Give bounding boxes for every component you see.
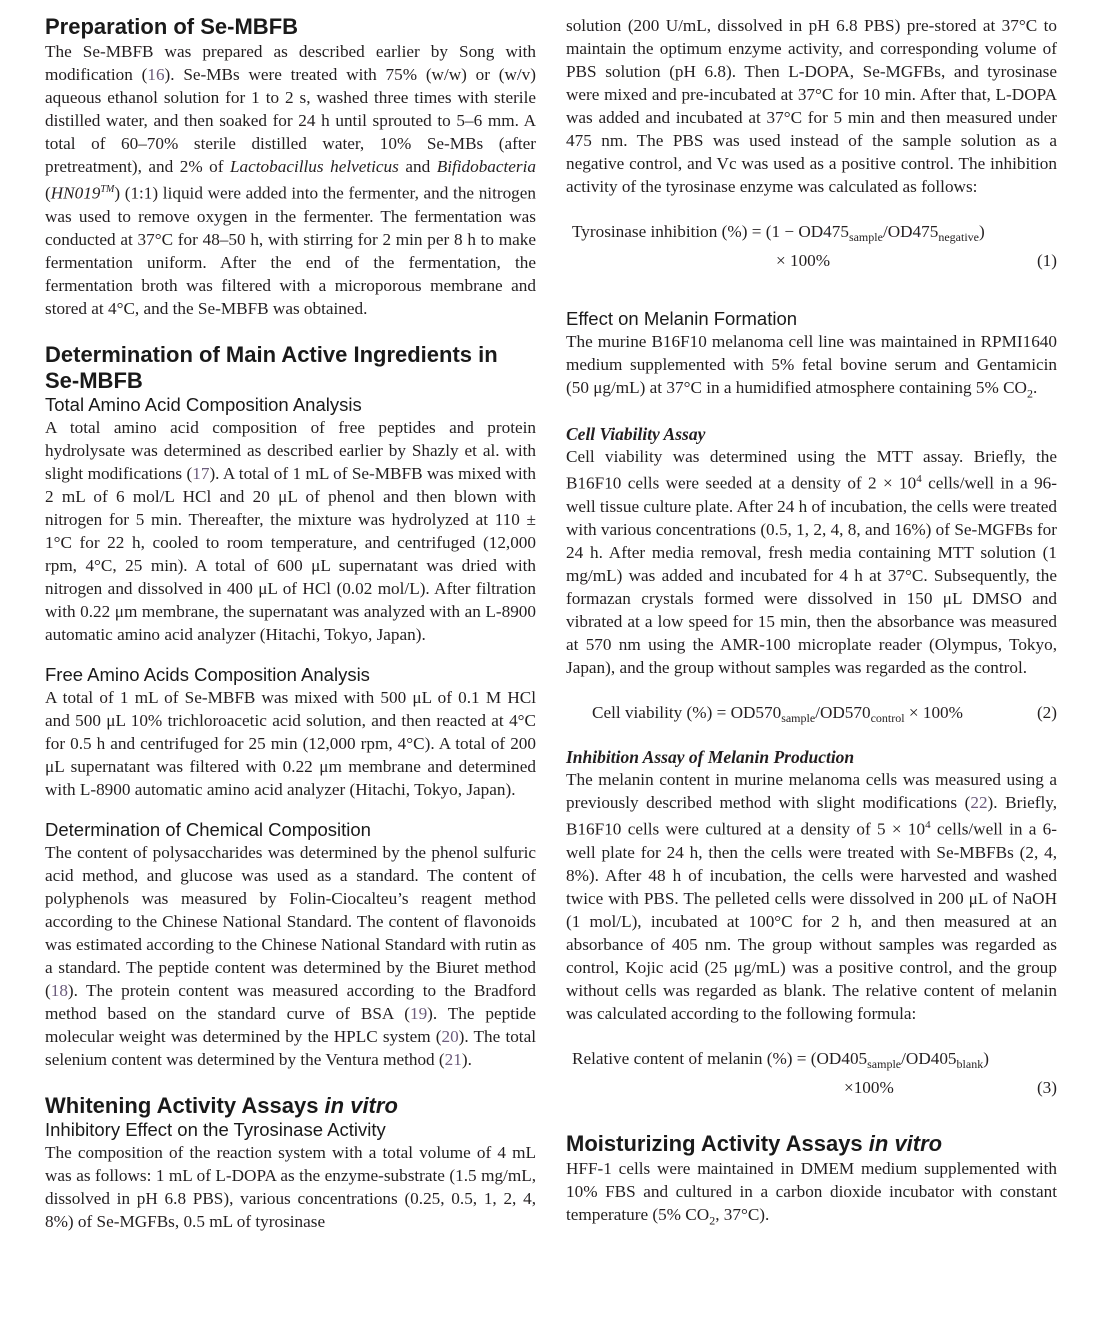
- paragraph: The content of polysaccharides was determined by the phenol sulfuric acid method, and glucose was used as a standard. The content of polyphenols was measured by Folin-Ciocalteu’s reagent method according to the Chinese National Standard. The content of flavonoids was estimated according to the Chinese National Standard with rutin as a standard. The peptide content was determined by the Biuret method (18). The protein content was measured according to the Bradford method based on the standard curve of BSA (19). The peptide molecular weight was determined by the HPLC system (20). The total selenium content was determined by the Ventura method (21).: [45, 842, 536, 1069]
- subsection-heading: Total Amino Acid Composition Analysis: [45, 393, 362, 415]
- section-main-active-ingredients: [45, 342, 536, 1071]
- equation-number: (2): [1036, 703, 1057, 723]
- equation-1: Tyrosinase inhibition (%) = $(1 - OD475_{sample}/OD475_{negative})$ × 100% (1): [572, 222, 1057, 270]
- reference-link[interactable]: 18: [50, 980, 68, 1000]
- equation-3: Relative content of melanin (%) = $(OD405_{sample}/OD405_{blank})$ ×100% (3): [572, 1048, 1057, 1097]
- reference-link[interactable]: 19: [409, 1003, 428, 1023]
- section-heading: Whitening Activity Assays in vitro: [45, 1092, 398, 1118]
- section-heading: Moisturizing Activity Assays in vitro: [566, 1130, 943, 1156]
- subsection-heading: Inhibitory Effect on the Tyrosinase Activity: [45, 1118, 386, 1140]
- subsubsection-heading: Cell Viability Assay: [566, 424, 706, 445]
- reference-link[interactable]: 22: [970, 793, 988, 813]
- section-heading: Preparation of Se-MBFB: [45, 14, 299, 39]
- reference-link[interactable]: 17: [192, 463, 210, 483]
- section-heading: Determination of Main Active Ingredients in Se-MBFB: [45, 341, 498, 393]
- paragraph: solution (200 U/mL, dissolved in pH 6.8 PBS) pre-stored at 37°C to maintain the optimum enzyme activity, and corresponding volume of PBS solution (pH 6.8). Then L-DOPA, Se-MGFBs, and tyrosinase were mixed and pre-incubated at 37°C for 10 min. After that, L-DOPA was added and incubated at 37°C for 5 min and then measured under 475 nm. The PBS was used instead of the sample solution as a negative control, and Vc was used as a positive control. The inhibition activity of the tyrosinase enzyme was calculated as follows:: [566, 16, 1057, 196]
- subsubsection-heading: Inhibition Assay of Melanin Production: [566, 747, 855, 768]
- paragraph: The Se-MBFB was prepared as described earlier by Song with modification (16). Se-MBs were treated with 75% (w/w) or (w/v) aqueous ethanol solution for 1 to 2 s, washed three times with sterile distilled water, and then soaked for 24 h until sprouted to 5–6 mm. A total of 60–70% sterile distilled water, 10% Se-MBs (after pretreatment), and 2% of Lactobacillus helveticus and Bifidobacteria (HN019™) (1:1) liquid were added into the fermenter, and the nitrogen was used to remove oxygen in the fermenter. The fermentation was conducted at 37°C for 48–50 h, with stirring for 2 min per 8 h to make fermentation uniform. After the end of the fermentation, the fermentation broth was filtered with a microporous membrane and stored at 4°C, and the Se-MBFB was obtained.: [45, 42, 536, 318]
- subsection-heading: Free Amino Acids Composition Analysis: [45, 663, 370, 685]
- paragraph: HFF-1 cells were maintained in DMEM medium supplemented with 10% FBS and cultured in a carbon dioxide incubator with constant temperature (5% $CO_2$, 37°C).: [566, 1158, 1057, 1228]
- paragraph: Cell viability was determined using the MTT assay. Briefly, the B16F10 cells were seeded at a density of $2 \times 10^4$ cells/well in a 96-well tissue culture plate. After 24 h of incubation, the cells were treated with various concentrations (0.5, 1, 2, 4, 8, and 16%) of Se-MGFBs for 24 h. After media removal, fresh media containing MTT solution (1 mg/mL) was added and incubated for 4 h at 37°C. Subsequently, the formazan crystals formed were dissolved in 150 μL DMSO and vibrated at a low speed for 15 min, then the absorbance was measured at 570 nm using the AMR-100 microplate reader (Olympus, Tokyo, Japan), and the group without samples was regarded as the control.: [566, 447, 1057, 678]
- paragraph: The murine B16F10 melanoma cell line was maintained in RPMI1640 medium supplemented with 5% fetal bovine serum and Gentamicin (50 μg/mL) at 37°C in a humidified atmosphere containing 5% $CO_2$.: [566, 332, 1057, 401]
- reference-link[interactable]: 16: [147, 65, 165, 84]
- reference-link[interactable]: 21: [444, 1049, 462, 1069]
- section-preparation: [45, 14, 536, 320]
- paragraph: The melanin content in murine melanoma cells was measured using a previously described method with slight modifications (22). Briefly, B16F10 cells were cultured at a density of $5 \times 10^4$ cells/well in a 6-well plate for 24 h, then the cells were treated with Se-MBFBs (2, 4, 8%). After 48 h of incubation, the cells were harvested and washed twice with PBS. The pelleted cells were dissolved in 200 μL of NaOH (1 mol/L), incubated at 100°C for 2 h, and then measured at an absorbance of 405 nm. The group without samples was regarded as control, Kojic acid (25 μg/mL) was a positive control, and the group without cells was regarded as blank. The relative content of melanin was calculated according to the following formula:: [566, 770, 1057, 1023]
- paragraph: The composition of the reaction system with a total volume of 4 mL was as follows: 1 mL of L-DOPA as the enzyme-substrate (1.5 mg/mL, dissolved in pH 6.8 PBS), various concentrations (0.25, 0.5, 1, 2, 4, 8%) of Se-MGFBs, 0.5 mL of tyrosinase: [45, 1142, 536, 1231]
- equation-number: (1): [1036, 251, 1057, 270]
- section-whitening: [45, 1093, 536, 1233]
- equation-number: (3): [1036, 1077, 1057, 1097]
- subsection-heading: Determination of Chemical Composition: [45, 818, 371, 840]
- subsection-heading: Effect on Melanin Formation: [566, 308, 798, 329]
- equation-2: Cell viability (%) = $OD570_{sample}/OD570_{control} \times 100\%$ (2): [592, 703, 1057, 726]
- right-column: [566, 14, 1057, 1232]
- reference-link[interactable]: 20: [441, 1026, 459, 1046]
- paragraph: A total amino acid composition of free peptides and protein hydrolysate was determined as described earlier by Shazly et al. with slight modifications (17). A total of 1 mL of Se-MBFB was mixed with 2 mL of 6 mol/L HCl and 20 μL of phenol and then blown with nitrogen for 5 min. Thereafter, the mixture was hydrolyzed at 110 ± 1°C for 22 h, cooled to room temperature, and centrifuged (12,000 rpm, 4°C, 25 min). A total of 600 μL supernatant was dried with nitrogen and dissolved in 400 μL of HCl (0.02 mol/L). After filtration with 0.22 μm membrane, the supernatant was analyzed with an L-8900 automatic amino acid analyzer (Hitachi, Tokyo, Japan).: [45, 417, 536, 644]
- section-melanin-formation: [566, 308, 1057, 1099]
- section-moisturizing: [566, 1131, 1057, 1232]
- left-column: [45, 14, 536, 1233]
- paragraph: A total of 1 mL of Se-MBFB was mixed with 500 μL of 0.1 M HCl and 500 μL 10% trichloroacetic acid solution, and then reacted at 4°C for 0.5 h and centrifuged for 25 min (12,000 rpm, 4°C). A total of 200 μL supernatant was filtered with 0.22 μm membrane and determined with L-8900 automatic amino acid analyzer (Hitachi, Tokyo, Japan).: [45, 687, 536, 799]
